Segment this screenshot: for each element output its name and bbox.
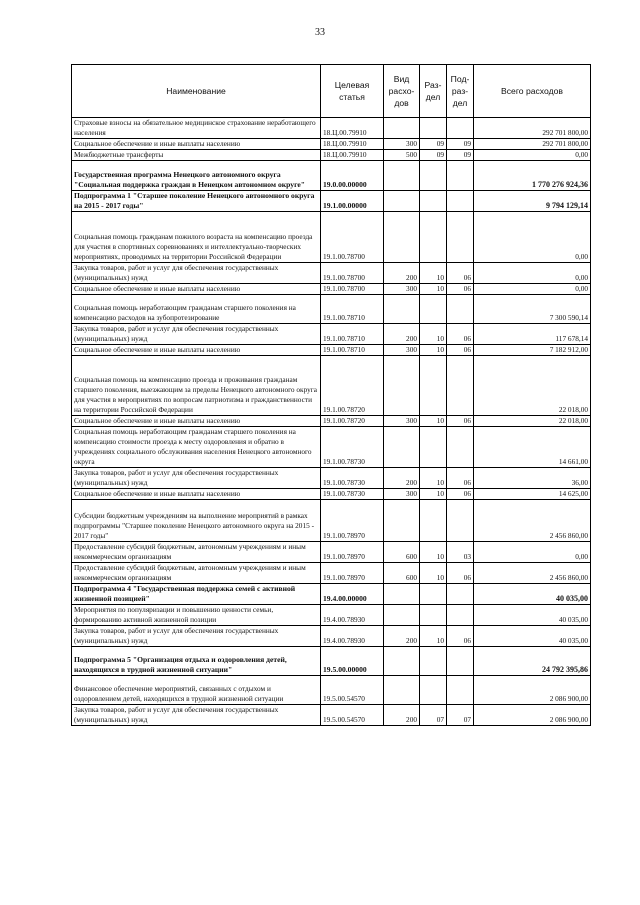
row-expense-type-cell <box>384 605 420 626</box>
row-target-article-cell: 19.5.00.54570 <box>321 676 384 705</box>
row-target-article-cell: 19.1.00.00000 <box>321 191 384 212</box>
row-expense-type-cell: 300 <box>384 345 420 356</box>
row-subsection-cell <box>447 500 474 542</box>
row-subsection-cell <box>447 605 474 626</box>
row-total-cell: 292 701 800,00 <box>474 139 591 150</box>
table-row <box>72 647 591 676</box>
row-total-cell: 2 456 860,00 <box>474 500 591 542</box>
row-total-cell: 24 792 395,86 <box>474 647 591 676</box>
table-row <box>72 500 591 542</box>
table-row <box>72 605 591 626</box>
row-total-cell: 40 035,00 <box>474 605 591 626</box>
row-section-cell <box>420 212 447 263</box>
row-total-cell: 14 661,00 <box>474 427 591 468</box>
row-subsection-cell <box>447 161 474 191</box>
row-name-cell: Социальное обеспечение и иные выплаты населению <box>72 489 321 500</box>
row-section-cell <box>420 118 447 139</box>
table-row <box>72 584 591 605</box>
row-subsection-cell: 06 <box>447 284 474 295</box>
table-row <box>72 161 591 191</box>
row-total-cell: 117 678,14 <box>474 324 591 345</box>
row-expense-type-cell: 600 <box>384 542 420 563</box>
row-name-cell: Закупка товаров, работ и услуг для обеспечения государственных (муниципальных) нужд <box>72 468 321 489</box>
row-expense-type-cell <box>384 356 420 416</box>
table-row <box>72 191 591 212</box>
row-total-cell: 0,00 <box>474 212 591 263</box>
page-number: 33 <box>315 27 325 38</box>
table-row <box>72 542 591 563</box>
row-subsection-cell: 06 <box>447 626 474 647</box>
row-section-cell <box>420 676 447 705</box>
expenditure-table <box>71 64 591 726</box>
row-expense-type-cell: 300 <box>384 416 420 427</box>
row-target-article-cell: 19.4.00.78930 <box>321 605 384 626</box>
row-subsection-cell <box>447 356 474 416</box>
row-name-cell: Социальное обеспечение и иные выплаты населению <box>72 416 321 427</box>
row-total-cell: 40 035,00 <box>474 626 591 647</box>
row-total-cell: 7 300 590,14 <box>474 295 591 324</box>
row-section-cell: 10 <box>420 468 447 489</box>
row-section-cell <box>420 427 447 468</box>
row-name-cell: Межбюджетные трансферты <box>72 150 321 161</box>
row-target-article-cell: 19.1.00.78970 <box>321 563 384 584</box>
row-name-cell: Подпрограмма 4 "Государственная поддержка семей с активной жизненной позицией" <box>72 584 321 605</box>
row-subsection-cell <box>447 191 474 212</box>
table-row <box>72 284 591 295</box>
row-expense-type-cell: 300 <box>384 139 420 150</box>
row-target-article-cell: 19.1.00.78730 <box>321 468 384 489</box>
row-subsection-cell <box>447 295 474 324</box>
row-subsection-cell <box>447 118 474 139</box>
row-target-article-cell: 19.4.00.00000 <box>321 584 384 605</box>
row-expense-type-cell <box>384 427 420 468</box>
row-expense-type-cell <box>384 118 420 139</box>
row-subsection-cell: 06 <box>447 563 474 584</box>
row-section-cell: 09 <box>420 150 447 161</box>
row-target-article-cell: 19.1.00.78710 <box>321 324 384 345</box>
row-subsection-cell: 06 <box>447 468 474 489</box>
row-section-cell <box>420 191 447 212</box>
row-section-cell <box>420 605 447 626</box>
row-name-cell: Социальная помощь неработающим гражданам старшего поколения на компенсацию стоимости проезда к месту оздоровления и обратно в учреждениях социального обслуживания населения Ненецкого автономного округа <box>72 427 321 468</box>
row-expense-type-cell <box>384 584 420 605</box>
header-subsection: Под- раз- дел <box>447 65 474 118</box>
row-target-article-cell: 19.1.00.78710 <box>321 345 384 356</box>
row-name-cell: Закупка товаров, работ и услуг для обеспечения государственных (муниципальных) нужд <box>72 263 321 284</box>
table-row <box>72 676 591 705</box>
row-total-cell: 40 035,00 <box>474 584 591 605</box>
table-row <box>72 489 591 500</box>
row-section-cell <box>420 584 447 605</box>
row-section-cell: 10 <box>420 284 447 295</box>
row-section-cell: 09 <box>420 139 447 150</box>
row-name-cell: Социальная помощь гражданам пожилого возраста на компенсацию проезда для участия в спортивных соревнованиях и интеллектуально-творческих мероприятиях, проводимых на территории Российской Федерации <box>72 212 321 263</box>
header-expense-type: Вид расхо- дов <box>384 65 420 118</box>
row-expense-type-cell: 200 <box>384 468 420 489</box>
row-total-cell: 22 018,00 <box>474 356 591 416</box>
row-name-cell: Социальная помощь неработающим гражданам старшего поколения на компенсацию расходов на зубопротезирование <box>72 295 321 324</box>
row-expense-type-cell: 300 <box>384 284 420 295</box>
row-expense-type-cell: 600 <box>384 563 420 584</box>
row-subsection-cell: 06 <box>447 489 474 500</box>
row-subsection-cell: 06 <box>447 416 474 427</box>
row-subsection-cell: 06 <box>447 345 474 356</box>
row-name-cell: Социальное обеспечение и иные выплаты населению <box>72 345 321 356</box>
table-row <box>72 356 591 416</box>
row-name-cell: Социальная помощь на компенсацию проезда и проживания гражданам старшего поколения, выезжающим за пределы Ненецкого автономного округа для участия в мероприятиях по вопросам патриотизма и гражданственности на территории Российской Федерации <box>72 356 321 416</box>
row-subsection-cell <box>447 212 474 263</box>
row-target-article-cell: 19.1.00.78710 <box>321 295 384 324</box>
row-target-article-cell: 19.1.00.78720 <box>321 416 384 427</box>
header-target-article: Целевая статья <box>321 65 384 118</box>
row-target-article-cell: 19.1.00.78720 <box>321 356 384 416</box>
row-total-cell: 0,00 <box>474 284 591 295</box>
row-subsection-cell <box>447 647 474 676</box>
row-target-article-cell: 18.Ц.00.79910 <box>321 150 384 161</box>
row-total-cell: 0,00 <box>474 542 591 563</box>
row-expense-type-cell: 200 <box>384 263 420 284</box>
row-name-cell: Мероприятия по популяризации и повышению ценности семьи, формированию активной жизненной позиции <box>72 605 321 626</box>
row-name-cell: Закупка товаров, работ и услуг для обеспечения государственных (муниципальных) нужд <box>72 626 321 647</box>
row-expense-type-cell: 300 <box>384 489 420 500</box>
table-row <box>72 295 591 324</box>
row-target-article-cell: 19.1.00.78970 <box>321 500 384 542</box>
table-row <box>72 118 591 139</box>
row-total-cell: 22 018,00 <box>474 416 591 427</box>
row-section-cell <box>420 647 447 676</box>
row-section-cell <box>420 500 447 542</box>
row-total-cell: 292 701 800,00 <box>474 118 591 139</box>
row-subsection-cell: 03 <box>447 542 474 563</box>
row-target-article-cell: 19.1.00.78730 <box>321 489 384 500</box>
header-total-expenses: Всего расходов <box>474 65 591 118</box>
row-target-article-cell: 19.1.00.78700 <box>321 263 384 284</box>
row-target-article-cell: 18.Ц.00.79910 <box>321 118 384 139</box>
row-target-article-cell: 18.Ц.00.79910 <box>321 139 384 150</box>
table-row <box>72 324 591 345</box>
row-name-cell: Государственная программа Ненецкого автономного округа "Социальная поддержка граждан в Ненецком автономном округе" <box>72 161 321 191</box>
row-target-article-cell: 19.1.00.78730 <box>321 427 384 468</box>
row-section-cell: 10 <box>420 563 447 584</box>
table-header-row <box>72 65 591 118</box>
row-name-cell: Социальное обеспечение и иные выплаты населению <box>72 139 321 150</box>
row-total-cell: 0,00 <box>474 150 591 161</box>
row-expense-type-cell: 200 <box>384 705 420 726</box>
row-total-cell: 9 794 129,14 <box>474 191 591 212</box>
row-subsection-cell: 06 <box>447 324 474 345</box>
row-target-article-cell: 19.1.00.78700 <box>321 284 384 295</box>
row-section-cell <box>420 295 447 324</box>
row-section-cell: 10 <box>420 263 447 284</box>
table-row <box>72 139 591 150</box>
row-target-article-cell: 19.1.00.78700 <box>321 212 384 263</box>
row-name-cell: Предоставление субсидий бюджетным, автономным учреждениям и иным некоммерческим организациям <box>72 542 321 563</box>
table-row <box>72 427 591 468</box>
row-total-cell: 36,00 <box>474 468 591 489</box>
row-section-cell: 10 <box>420 626 447 647</box>
row-subsection-cell <box>447 584 474 605</box>
row-expense-type-cell <box>384 161 420 191</box>
row-expense-type-cell <box>384 676 420 705</box>
row-section-cell: 10 <box>420 416 447 427</box>
row-name-cell: Подпрограмма 5 "Организация отдыха и оздоровления детей, находящихся в трудной жизненной ситуации" <box>72 647 321 676</box>
row-name-cell: Социальное обеспечение и иные выплаты населению <box>72 284 321 295</box>
row-target-article-cell: 19.5.00.00000 <box>321 647 384 676</box>
row-expense-type-cell <box>384 191 420 212</box>
row-section-cell: 10 <box>420 489 447 500</box>
table-row <box>72 626 591 647</box>
row-name-cell: Финансовое обеспечение мероприятий, связанных с отдыхом и оздоровлением детей, находящихся в трудной жизненной ситуации <box>72 676 321 705</box>
table-row <box>72 705 591 726</box>
row-name-cell: Закупка товаров, работ и услуг для обеспечения государственных (муниципальных) нужд <box>72 324 321 345</box>
row-section-cell <box>420 356 447 416</box>
row-target-article-cell: 19.4.00.78930 <box>321 626 384 647</box>
row-name-cell: Субсидии бюджетным учреждениям на выполнение мероприятий в рамках подпрограммы "Старшее поколение Ненецкого автономного округа на 2015 - 2017 годы" <box>72 500 321 542</box>
row-subsection-cell <box>447 427 474 468</box>
row-expense-type-cell: 200 <box>384 324 420 345</box>
row-subsection-cell <box>447 676 474 705</box>
row-total-cell: 2 086 900,00 <box>474 705 591 726</box>
row-subsection-cell: 09 <box>447 139 474 150</box>
table-row <box>72 345 591 356</box>
row-section-cell: 07 <box>420 705 447 726</box>
table-row <box>72 468 591 489</box>
row-name-cell: Предоставление субсидий бюджетным, автономным учреждениям и иным некоммерческим организациям <box>72 563 321 584</box>
table-row <box>72 563 591 584</box>
row-total-cell: 14 625,00 <box>474 489 591 500</box>
header-section: Раз- дел <box>420 65 447 118</box>
row-subsection-cell: 07 <box>447 705 474 726</box>
row-target-article-cell: 19.0.00.00000 <box>321 161 384 191</box>
row-name-cell: Страховые взносы на обязательное медицинское страхование неработающего населения <box>72 118 321 139</box>
row-total-cell: 1 770 276 924,36 <box>474 161 591 191</box>
row-expense-type-cell: 200 <box>384 626 420 647</box>
row-total-cell: 7 182 912,00 <box>474 345 591 356</box>
row-target-article-cell: 19.5.00.54570 <box>321 705 384 726</box>
row-expense-type-cell: 500 <box>384 150 420 161</box>
row-total-cell: 2 456 860,00 <box>474 563 591 584</box>
row-subsection-cell: 09 <box>447 150 474 161</box>
row-name-cell: Подпрограмма 1 "Старшее поколение Ненецкого автономного округа на 2015 - 2017 годы" <box>72 191 321 212</box>
row-section-cell: 10 <box>420 542 447 563</box>
row-expense-type-cell <box>384 500 420 542</box>
row-section-cell <box>420 161 447 191</box>
row-total-cell: 0,00 <box>474 263 591 284</box>
row-target-article-cell: 19.1.00.78970 <box>321 542 384 563</box>
row-total-cell: 2 086 900,00 <box>474 676 591 705</box>
header-name: Наименование <box>72 65 321 118</box>
row-expense-type-cell <box>384 212 420 263</box>
table-row <box>72 150 591 161</box>
table-row <box>72 263 591 284</box>
row-name-cell: Закупка товаров, работ и услуг для обеспечения государственных (муниципальных) нужд <box>72 705 321 726</box>
row-subsection-cell: 06 <box>447 263 474 284</box>
table-row <box>72 416 591 427</box>
row-section-cell: 10 <box>420 345 447 356</box>
row-expense-type-cell <box>384 647 420 676</box>
row-expense-type-cell <box>384 295 420 324</box>
table-row <box>72 212 591 263</box>
row-section-cell: 10 <box>420 324 447 345</box>
